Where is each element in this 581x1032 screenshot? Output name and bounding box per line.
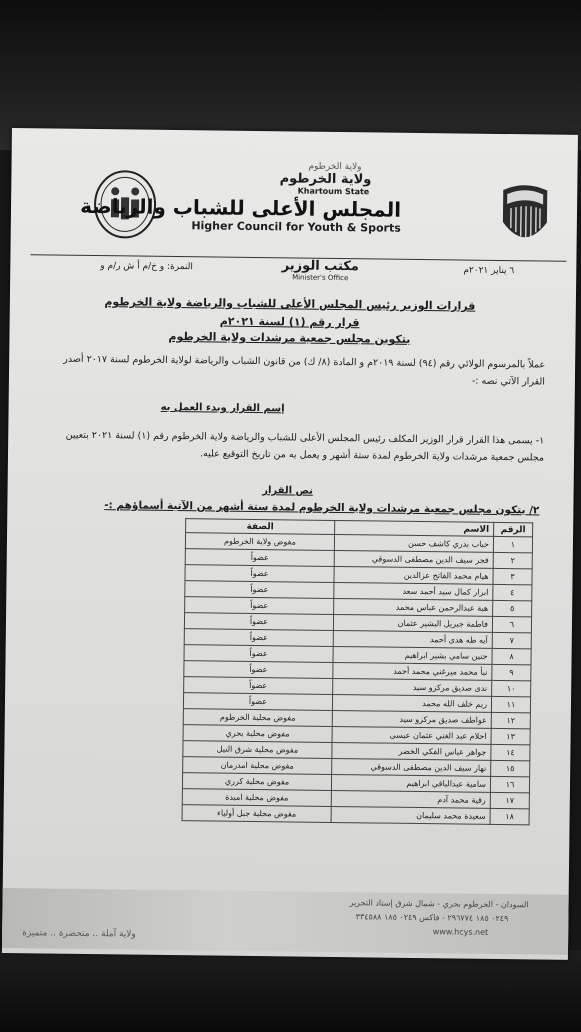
ministers-office [260,258,380,282]
cell-name: آيه طه هدى أحمد [333,630,492,648]
reference-number: النمرة: و خ/م أ ش ر/م و [100,261,193,273]
state-name-arabic: ولاية الخرطوم [279,171,372,188]
background-bottom [0,950,581,1032]
council-name-english: Higher Council for Youth & Sports [191,219,401,235]
cell-name: ريم خلف الله محمد [332,694,491,712]
cell-number: ١٧ [490,792,529,808]
cell-number: ١٦ [490,776,529,792]
cell-number: ٨ [492,648,531,664]
cell-name: رقية محمد آدم [331,790,490,808]
cell-role: مفوض محلية امبدة [182,789,331,807]
members-table [182,518,534,825]
council-name-arabic: المجلس الأعلى للشباب والرياضة [80,193,402,222]
cell-number: ٤ [493,584,532,600]
decision-title: قرارات الوزير رئيس المجلس الأعلى للشباب والرياضة ولاية الخرطوم [104,295,476,313]
decision-subject: بتكوين مجلس جمعية مرشدات ولاية الخرطوم [168,329,411,346]
cell-role: عضواً [184,645,333,663]
clause-one-paragraph: ١- يسمى هذا القرار قرار الوزير المكلف رئيس المجلس الأعلى للشباب والرياضة ولاية الخرطوم رقم (١) لسنة ٢٠٢١ بتعيين مجلس جمعية مرشدات ولاية الخرطوم لمدة ستة أشهر و يعمل به من تاريخ التوقيع عليه. [65,429,545,464]
cell-name: عواطف صديق مركزو سيد [332,710,491,728]
cell-name: نهار سيف الدين مصطفى الدسوقي [332,758,491,776]
decision-number: قرار رقم (١) لسنة ٢٠٢١م [219,314,360,330]
cell-role: مفوض محلية شرق النيل [183,741,332,759]
header-role: الصفة [186,519,335,535]
cell-number: ١٠ [492,680,531,696]
cell-name: سعيدة محمد سليمان [331,806,490,824]
cell-name: حنين سامي بشير ابراهيم [333,646,492,664]
cell-role: مفوض محلية بحري [183,725,332,743]
cell-number: ٣ [493,568,532,584]
cell-number: ١٥ [491,760,530,776]
cell-name: فاطمة جبريل البشير عثمان [333,614,492,632]
footer-phones: ٠٢٤٩ ١٨٥ ٢٩٦٧٧٤ - فاكس ٠٢٤٩ ١٨٥ ٣٣٤٥٨٨ [355,912,509,924]
cell-name: ابرار كمال سيد أحمد سعد [334,582,493,600]
cell-name: هبة عبدالرحمن عباس محمد [334,598,493,616]
cell-number: ٦ [492,616,531,632]
cell-role: عضواً [184,661,333,679]
office-name-english: Minister's Office [292,273,349,283]
cell-name: ندى صديق مركزو سيد [333,678,492,696]
cell-number: ٧ [492,632,531,648]
cell-name: نبأ محمد ميرغني محمد أحمد [333,662,492,680]
footer-address: السودان - الخرطوم بحري - شمال شرق إستاد التحرير [349,898,529,910]
cell-number: ١٢ [491,712,530,728]
cell-number: ٩ [492,664,531,680]
cell-name: فجر سيف الدين مصطفى الدسوقي [334,550,493,568]
members-intro: ٢/ يتكون مجلس جمعية مرشدات ولاية الخرطوم لمدة ستة أشهر من الآتية أسماؤهم :- [104,499,540,517]
cell-name: هيام محمد الفاتح عزالدين [334,566,493,584]
header-number: الرقم [494,522,533,536]
header-name: الاسم [335,520,494,536]
cell-name: احلام عبد الغني عثمان عيسى [332,726,491,744]
document-date: ٦ يناير ٢٠٢١م [463,265,515,277]
cell-role: مفوض محلية جبل أولياء [182,805,331,823]
cell-role: عضواً [183,693,332,711]
preamble-paragraph: عملاً بالمرسوم الولائي رقم (٩٤) لسنة ٢٠١٩م و المادة (٨/ ك) من قانون الشباب والرياضة لولاية الخرطوم لسنة ٢٠١٧ أصدر القرار الآتي نصه :- [63,353,546,388]
cell-role: مفوض محلية امدرمان [183,757,332,775]
cell-role: عضواً [185,565,334,583]
cell-number: ٢ [493,552,532,568]
cell-number: ١٤ [491,744,530,760]
state-name-english: Khartoum State [297,186,370,197]
state-calligraphy: ولاية الخرطوم [308,161,362,173]
cell-role: عضواً [184,613,333,631]
cell-number: ٥ [493,600,532,616]
cell-number: ١ [493,536,532,552]
section-heading-name: إسم القرار وبدء العمل به [160,401,285,415]
footer-website: www.hcys.net [432,927,489,937]
cell-role: عضواً [185,581,334,599]
background-top [0,0,581,150]
document-page [2,128,578,960]
cell-role: مفوض محلية كرري [182,773,331,791]
cell-role: عضواً [184,629,333,647]
cell-role: مفوض محلية الخرطوم [183,709,332,727]
state-emblem-icon [497,182,554,253]
cell-role: عضواً [185,597,334,615]
cell-role: عضواً [184,677,333,695]
cell-number: ١٨ [490,808,529,824]
cell-number: ١١ [491,696,530,712]
office-name-arabic: مكتب الوزير [281,258,360,275]
cell-name: سامية عبدالباقي ابراهيم [331,774,490,792]
cell-name: جواهر عباس الفكي الخضر [332,742,491,760]
footer-slogan: ولاية آملة .. متحضرة .. متميزة [22,928,136,940]
cell-role: عضواً [185,549,334,567]
cell-role: مفوض ولاية الخرطوم [185,533,334,551]
letterhead [80,160,402,235]
cell-name: حباب بدري كاشف حسن [334,534,493,552]
cell-number: ١٣ [491,728,530,744]
section-heading-text: نص القرار [262,485,313,497]
table-row [182,805,529,825]
